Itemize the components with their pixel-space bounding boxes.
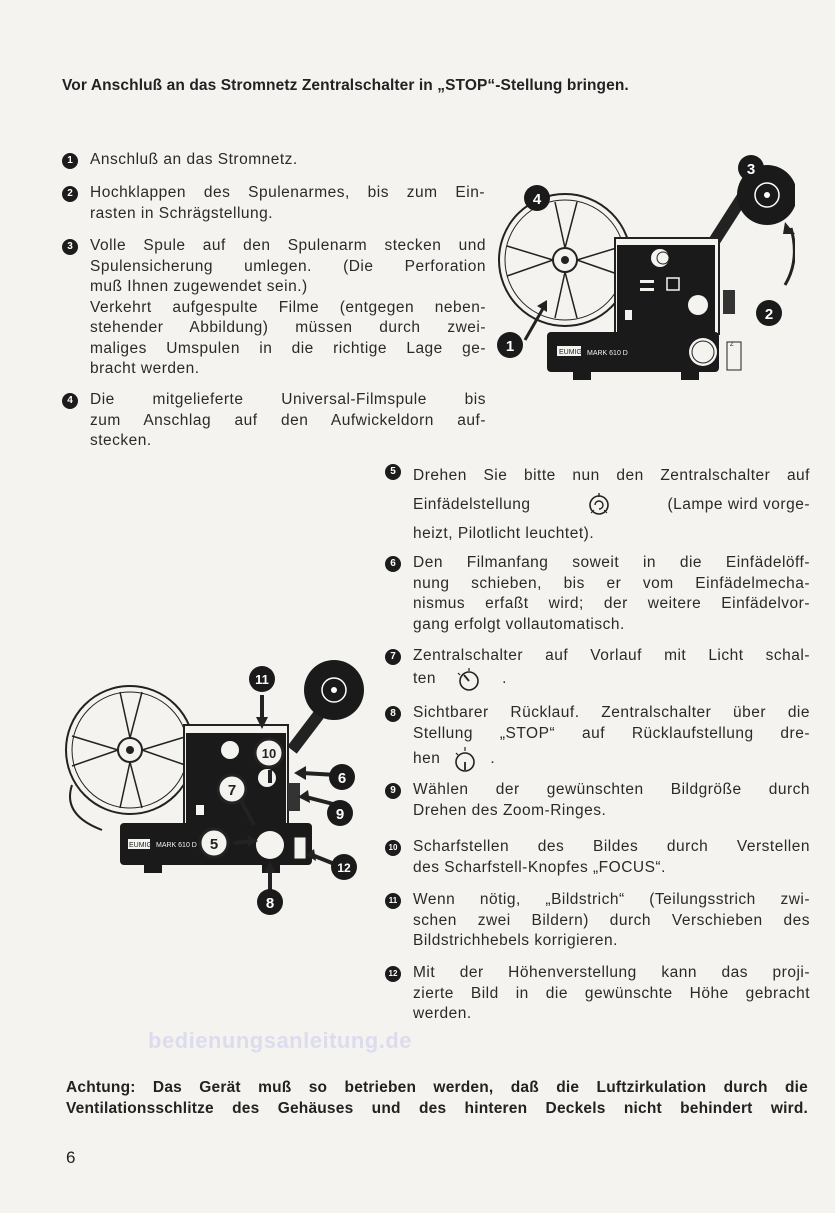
- step-3-number: 3: [62, 239, 78, 255]
- step-9-line: Wählen der gewünschten Bildgröße durch: [413, 781, 810, 798]
- brand-label: EUMIG: [559, 349, 582, 356]
- step-4-line: Die mitgelieferte Universal-Filmspule bis: [90, 391, 486, 408]
- step-3-line: Spulensicherung umlegen. (Die Perforation: [90, 257, 486, 275]
- svg-text:1: 1: [505, 338, 515, 355]
- step-9-number: 9: [385, 783, 401, 799]
- svg-text:9: 9: [335, 806, 345, 823]
- svg-text:3: 3: [746, 161, 756, 178]
- step-10-number: 10: [385, 840, 401, 856]
- page-number: 6: [66, 1148, 76, 1167]
- callout-5: [200, 829, 228, 857]
- warning-line-1: Achtung: Das Gerät muß so betrieben werden, daß die Luftzirkulation durch die: [66, 1079, 808, 1096]
- rewind-position-icon: [452, 744, 478, 774]
- model-label: MARK 610 D: [156, 842, 197, 849]
- callout-9: [327, 800, 353, 826]
- warning-line-2: Ventilationsschlitze des Gehäuses und des hinteren Deckels nicht behindert wird.: [66, 1100, 808, 1117]
- callout-10: [255, 739, 283, 767]
- brand-label: EUMIG: [129, 842, 152, 849]
- step-6-line: gang erfolgt vollautomatisch.: [413, 615, 625, 633]
- step-3-line: maliges Umspulen in die richtige Lage ge-: [90, 339, 486, 357]
- step-4-number: 4: [62, 393, 78, 409]
- step-8-number: 8: [385, 706, 401, 722]
- step-3-line: stehender Abbildung) müssen durch zwei-: [90, 319, 486, 336]
- step-2-number: 2: [62, 186, 78, 202]
- projector-illustration-bottom: [62, 655, 367, 920]
- callout-2: [756, 300, 782, 326]
- supply-reel-icon: [499, 194, 631, 326]
- step-2-line: rasten in Schrägstellung.: [90, 204, 274, 222]
- step-8-line: Stellung „STOP“ auf Rücklaufstellung dre-: [413, 724, 810, 742]
- takeup-reel-icon: [304, 660, 364, 720]
- callout-11: [249, 666, 275, 692]
- watermark: bedienungsanleitung.de: [148, 1028, 413, 1053]
- step-5-number: 5: [385, 464, 401, 480]
- step-7-line: Zentralschalter auf Vorlauf mit Licht schal-: [413, 647, 810, 664]
- dial-label: Z: [730, 342, 734, 348]
- step-3-line: bracht werden.: [90, 360, 200, 377]
- step-5-line: Drehen Sie bitte nun den Zentralschalter auf: [413, 467, 810, 484]
- step-11-number: 11: [385, 893, 401, 909]
- callout-6: [329, 764, 355, 790]
- svg-text:5: 5: [209, 836, 219, 853]
- forward-with-light-icon: [456, 667, 482, 693]
- threading-position-icon: [586, 492, 612, 518]
- step-12-number: 12: [385, 966, 401, 982]
- step-3-line: muß Ihnen zugewendet sein.): [90, 278, 308, 295]
- page-heading: Vor Anschluß an das Stromnetz Zentralschalter in „STOP“-Stellung bringen.: [62, 77, 629, 94]
- step-7-line: ten: [413, 670, 437, 688]
- step-5-line: (Lampe wird vorge-: [667, 496, 810, 513]
- step-12-line: Mit der Höhenverstellung kann das proji-: [413, 964, 810, 981]
- svg-text:12: 12: [337, 861, 351, 875]
- callout-4: [524, 185, 550, 211]
- step-8-line: hen: [413, 749, 441, 767]
- step-5-line: heizt, Pilotlicht leuchtet).: [413, 525, 595, 542]
- step-4-line: stecken.: [90, 432, 152, 449]
- step-12-line: zierte Bild in die gewünschte Höhe gebracht: [413, 984, 810, 1002]
- warning-note: [66, 1077, 808, 1119]
- model-label: MARK 610 D: [587, 350, 628, 357]
- callout-8: [257, 889, 283, 915]
- step-3-line: Verkehrt aufgespulte Filme (entgegen neben-: [90, 298, 486, 316]
- projector-illustration-top: [495, 150, 795, 390]
- svg-text:10: 10: [261, 746, 277, 761]
- callout-1: [497, 332, 523, 358]
- step-12-line: werden.: [413, 1005, 472, 1022]
- svg-text:6: 6: [337, 770, 347, 787]
- step-1-line: Anschluß an das Stromnetz.: [90, 151, 298, 168]
- step-8-line: Sichtbarer Rücklauf. Zentralschalter über die: [413, 704, 810, 721]
- callout-7: [218, 775, 246, 803]
- step-8-line: .: [490, 749, 496, 767]
- step-10-line: Scharfstellen des Bildes durch Verstellen: [413, 838, 810, 855]
- step-1-number: 1: [62, 153, 78, 169]
- step-6-line: nismus erfaßt wird; der weitere Einfädelvor-: [413, 595, 810, 612]
- step-6-line: Den Filmanfang soweit in die Einfädelöff-: [413, 554, 810, 571]
- step-3-line: Volle Spule auf den Spulenarm stecken und: [90, 237, 486, 254]
- step-7-line: .: [502, 670, 507, 688]
- step-5-line: Einfädelstellung: [413, 496, 531, 513]
- supply-reel-icon: [66, 686, 194, 814]
- callout-12: [331, 854, 357, 880]
- step-9-line: Drehen des Zoom-Ringes.: [413, 801, 607, 819]
- step-4-line: zum Anschlag auf den Aufwickeldorn auf-: [90, 411, 486, 429]
- step-11-line: schen zwei Bildern) durch Verschieben des: [413, 911, 810, 929]
- svg-text:2: 2: [764, 306, 774, 323]
- svg-text:4: 4: [532, 191, 542, 208]
- callout-3: [738, 155, 764, 181]
- step-2-line: Hochklappen des Spulenarmes, bis zum Ein-: [90, 184, 485, 201]
- step-11-line: Bildstrichhebels korrigieren.: [413, 932, 618, 949]
- step-6-number: 6: [385, 556, 401, 572]
- step-7-number: 7: [385, 649, 401, 665]
- step-10-line: des Scharfstell-Knopfes „FOCUS“.: [413, 858, 666, 876]
- svg-text:7: 7: [227, 782, 237, 799]
- svg-text:11: 11: [255, 672, 269, 687]
- step-11-line: Wenn nötig, „Bildstrich“ (Teilungsstrich zwi-: [413, 891, 810, 908]
- svg-text:8: 8: [265, 895, 275, 912]
- step-6-line: nung schieben, bis er vom Einfädelmecha-: [413, 574, 810, 592]
